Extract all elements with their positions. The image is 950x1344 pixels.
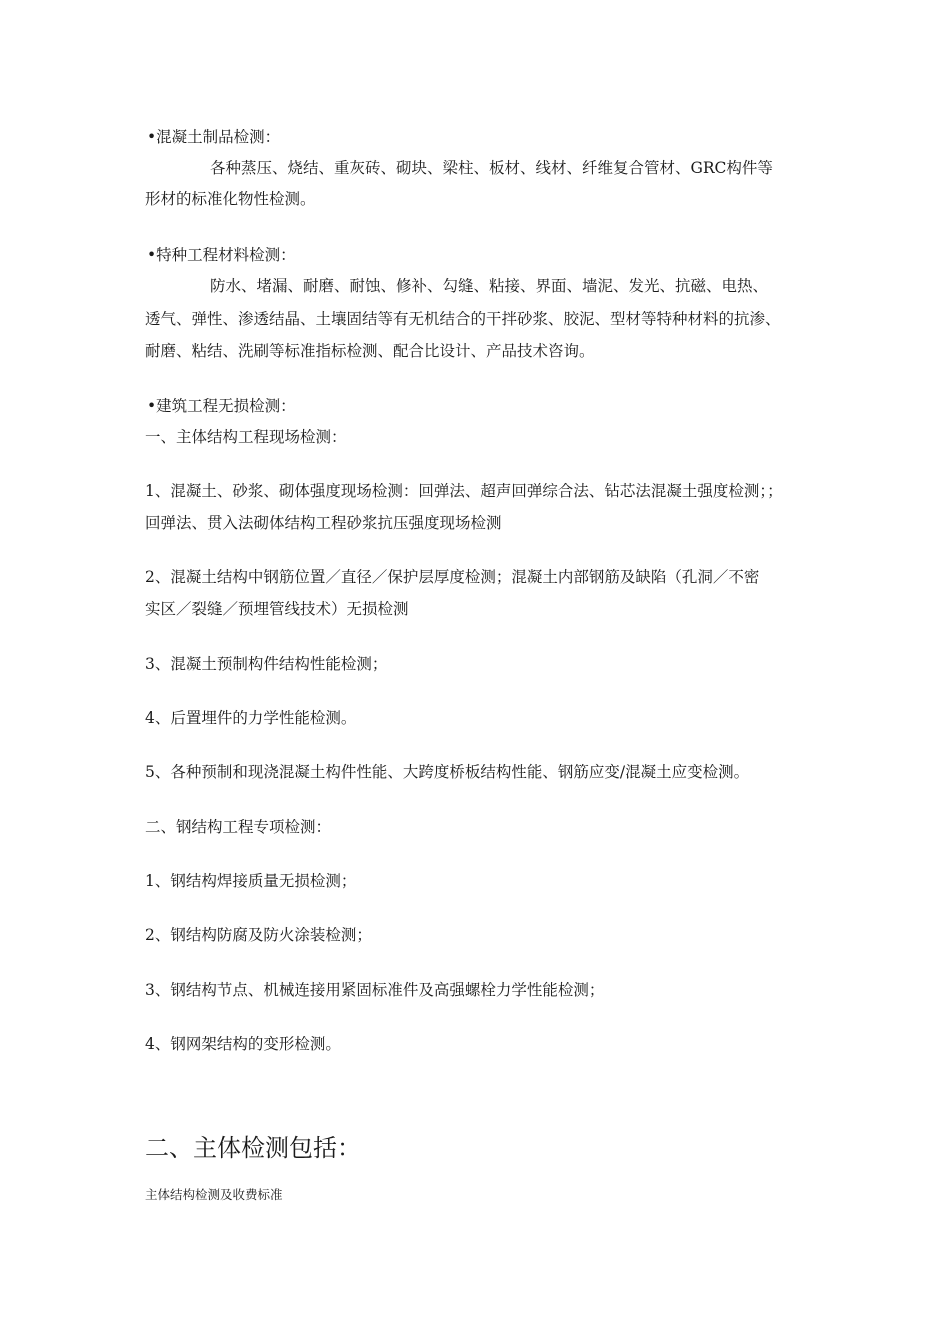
item-1-line-2: 回弹法、贯入法砌体结构工程砂浆抗压强度现场检测 (145, 514, 502, 532)
steel-structure-title: 二、钢结构工程专项检测： (145, 818, 332, 836)
special-materials-text-line-3: 耐磨、粘结、洗刷等标准指标检测、配合比设计、产品技术咨询。 (145, 342, 595, 360)
fee-standard-caption: 主体结构检测及收费标准 (145, 1187, 283, 1202)
product-testing-heading: •混凝土制品检测： (147, 128, 281, 146)
special-materials-text-line-2: 透气、弹性、渗透结晶、土壤固结等有无机结合的干拌砂浆、胶泥、型材等特种材料的抗渗、 (145, 310, 781, 328)
steel-item-1: 1、钢结构焊接质量无损检测； (145, 872, 357, 890)
steel-item-2: 2、钢结构防腐及防火涂装检测； (145, 926, 372, 944)
item-2-line-1: 2、混凝土结构中钢筋位置／直径／保护层厚度检测；混凝土内部钢筋及缺陷（孔洞／不密 (145, 568, 760, 586)
steel-item-4: 4、钢网架结构的变形检测。 (145, 1035, 341, 1053)
nondestructive-heading: •建筑工程无损检测： (147, 397, 296, 415)
main-structure-field-testing-title: 一、主体结构工程现场检测： (145, 428, 347, 446)
special-materials-heading: •特种工程材料检测： (147, 246, 296, 264)
product-testing-text-line-2: 形材的标准化物性检测。 (145, 190, 316, 208)
item-1-line-1: 1、混凝土、砂浆、砌体强度现场检测：回弹法、超声回弹综合法、钻芯法混凝土强度检测；； (145, 482, 783, 500)
product-testing-text-line-1: 各种蒸压、烧结、重灰砖、砌块、梁柱、板材、线材、纤维复合管材、GRC构件等 (210, 159, 773, 177)
special-materials-text-line-1: 防水、堵漏、耐磨、耐蚀、修补、勾缝、粘接、界面、墙泥、发光、抗磁、电热、 (210, 277, 769, 295)
item-4: 4、后置埋件的力学性能检测。 (145, 709, 357, 727)
item-3: 3、混凝土预制构件结构性能检测； (145, 655, 388, 673)
main-testing-heading: 二、主体检测包括： (145, 1134, 361, 1162)
steel-item-3: 3、钢结构节点、机械连接用紧固标准件及高强螺栓力学性能检测； (145, 981, 605, 999)
item-5: 5、各种预制和现浇混凝土构件性能、大跨度桥板结构性能、钢筋应变/混凝土应变检测。 (145, 763, 750, 781)
item-2-line-2: 实区／裂缝／预埋管线技术）无损检测 (145, 600, 409, 618)
